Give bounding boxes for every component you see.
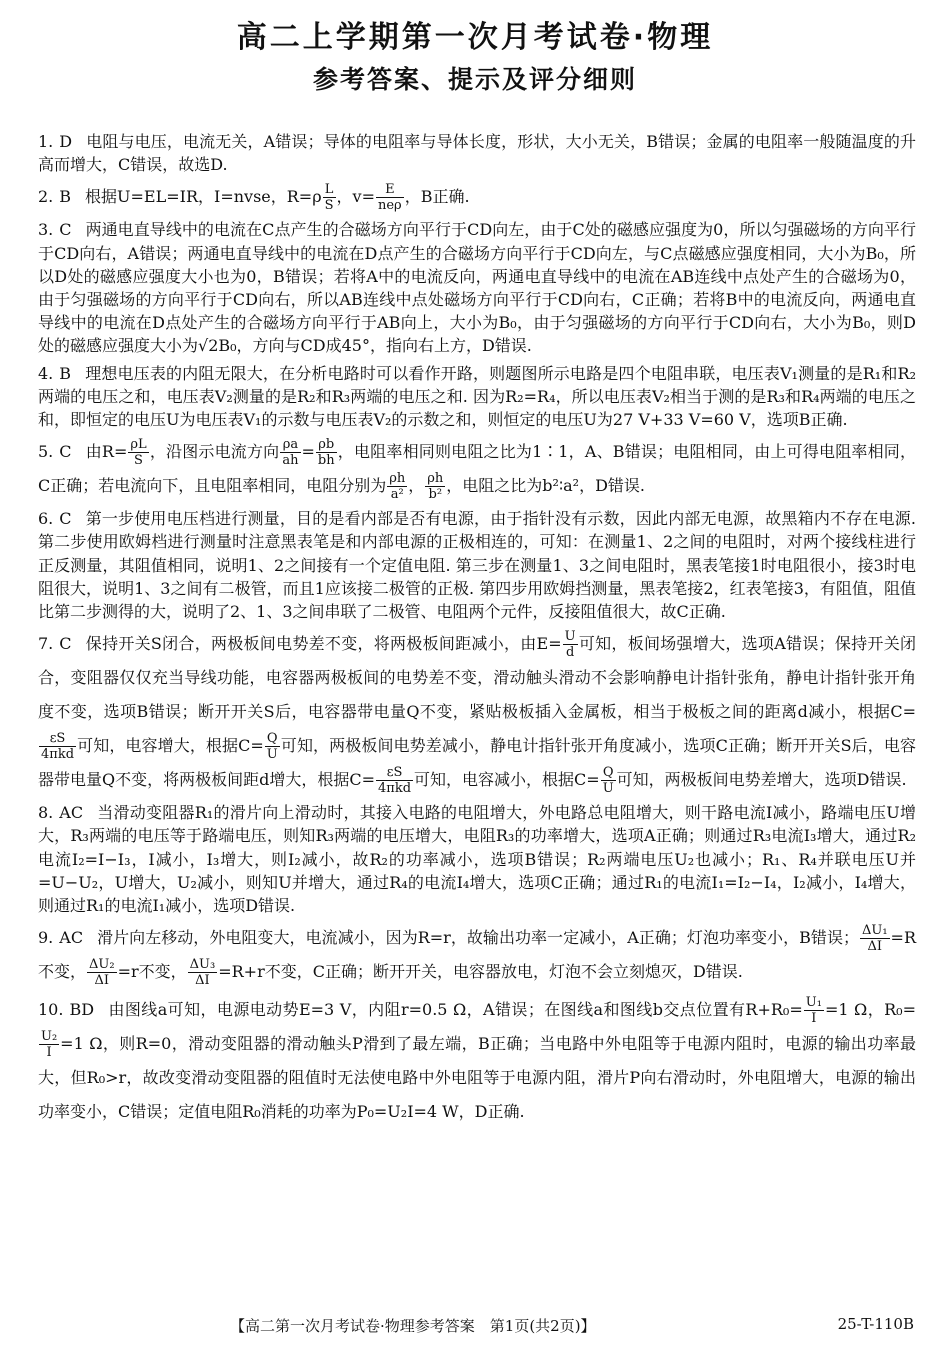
fraction: $\frac{\rho a}{ah}$: [282, 437, 299, 469]
fraction: $\frac{E}{\text{neρ}}$: [377, 182, 402, 214]
item-answer: D: [59, 132, 73, 151]
fraction: $\frac{\text{ΔU₂}}{\Delta I}$: [89, 957, 115, 989]
item-text: 可知，电容减小，根据C=: [414, 770, 600, 790]
item-text: 由R=: [85, 442, 128, 462]
fraction: $\frac{\varepsilon S}{\text{4πkd}}$: [378, 765, 412, 797]
item-number: 1.: [38, 132, 54, 151]
item-number: 6.: [38, 509, 54, 529]
item-text: ，B正确.: [404, 187, 470, 207]
page-title: 高二上学期第一次月考试卷·物理: [236, 20, 714, 55]
item-text: ，电阻率相同则电阻之比为1∶1，A、B错误；电阻相同，由上可得电阻率相同，C正确；若电流向下，且电阻率相同，电阻分别为: [38, 442, 916, 496]
fraction: $\frac{U}{d}$: [564, 629, 576, 661]
item-text: 可知，两极板间电势差减小，静电计指针张开角度减小，选项C正确；断开开关S后，电容器带电量Q不变，将两极板间距d增大，根据C=: [38, 736, 916, 790]
fraction: $\frac{\text{U₂}}{I}$: [41, 1029, 58, 1061]
answer-item-10: [38, 993, 916, 1129]
item-number: 7.: [38, 634, 54, 654]
fraction: $\frac{Q}{U}$: [266, 731, 278, 763]
answer-item-8: [38, 801, 916, 917]
item-text: =R+r不变，C正确；断开开关，电容器放电，灯泡不会立刻熄灭，D错误.: [218, 962, 743, 982]
fraction: $\frac{\rho b}{bh}$: [317, 437, 335, 469]
fraction: $\frac{\rho L}{S}$: [130, 437, 147, 469]
fraction: $\frac{\rho h}{\text{b²}}$: [427, 471, 444, 503]
item-explanation: 当滑动变阻器R₁的滑片向上滑动时，其接入电路的电阻增大，外电路总电阻增大，则干路电流I减小，路端电压U增大，R₃两端的电压等于路端电压，则知R₃两端的电压增大，电阻R₃的功率增大，选项A正确；则通过R₃电流I₃增大，通过R₂电流I₂=I−I₃，I减小，I₃增大，则I₂减小，故R₂的功率减小，选项B错误；R₂两端电压U₂也减小；R₁、R₄并联电压U并=U−U₂，U增大，U₂减小，则知U并增大，通过R₄的电流I₄增大，选项C正确；通过R₁的电流I₁=I₂−I₄，I₂减小，I₄增大，则通过R₁的电流I₁减小，选项D错误.: [38, 803, 916, 916]
item-text: ，v=: [336, 187, 375, 207]
fraction: $\frac{\text{ΔU₁}}{\Delta I}$: [861, 923, 888, 955]
answer-item-9: [38, 921, 916, 989]
item-answer: C: [59, 220, 72, 240]
fraction: $\frac{\text{U₁}}{I}$: [805, 995, 822, 1027]
footer-title: 【高二第一次月考试卷·物理参考答案 第1页(共2页)】: [230, 1317, 596, 1335]
fraction: $\frac{Q}{U}$: [602, 765, 614, 797]
item-explanation: 理想电压表的内阻无限大，在分析电路时可以看作开路，则题图所示电路是四个电阻串联，电压表V₁测量的是R₁和R₂两端的电压之和，电压表V₂测量的是R₂和R₃两端的电压之和. 因为R₂=R₄，所以电压表V₂相当于测的是R₃和R₄两端的电压之和，即恒定的电压U为电压表V₁的示数与电压表V₂的示数之和，则恒定的电压U为27 V+33 V=60 V，选项B正确.: [38, 363, 916, 430]
item-number: 8.: [38, 803, 54, 823]
item-text: =1 Ω，则R=0，滑动变阻器的滑动触头P滑到了最左端，B正确；当电路中外电阻等于电源内阻时，电源的输出功率最大，但R₀>r，故改变滑动变阻器的阻值时无法使电路中外电阻等于电源内阻，滑片P向右滑动时，外电阻增大，电源的输出功率变小，C错误；定值电阻R₀消耗的功率为P₀=U₂I=4 W，D正确.: [38, 1034, 916, 1122]
fraction: $\frac{\text{ΔU₃}}{\Delta I}$: [189, 957, 216, 989]
item-text: =1 Ω，R₀=: [824, 1000, 916, 1020]
item-explanation: 两通电直导线中的电流在C点产生的合磁场方向平行于CD向左，由于C处的磁感应强度为0，所以匀强磁场的方向平行于CD向右，A错误；两通电直导线中的电流在D点产生的合磁场方向平行于CD向左，与C点磁感应强度相同，大小为B₀，所以D处的磁感应强度大小也为0，B错误；若将A中的电流反向，两通电直导线中的电流在AB连线中点处产生的合磁场为0，由于匀强磁场的方向平行于CD向右，所以AB连线中点处磁场方向平行于CD向右，C正确；若将B中的电流反向，两通电直导线中的电流在D点处产生的合磁场方向平行于AB向上，大小为B₀，由于匀强磁场的方向平行于CD向右，大小为B₀，则D处的磁感应强度大小为√2B₀，方向与CD成45°，指向右上方，D错误.: [38, 220, 916, 356]
item-text: 根据U=EL=IR，I=nvse，R=ρ: [85, 187, 322, 207]
answer-item-2: [38, 180, 916, 214]
item-answer: C: [59, 509, 72, 529]
answer-item-7: [38, 627, 916, 797]
item-answer: C: [59, 442, 72, 462]
item-number: 5.: [38, 442, 54, 462]
answer-item-6: [38, 507, 916, 623]
item-answer: B: [59, 363, 72, 383]
item-explanation: 电阻与电压，电流无关，A错误；导体的电阻率与导体长度，形状，大小无关，B错误；金属的电阻率一般随温度的升高而增大，C错误，故选D.: [38, 132, 916, 175]
item-answer: AC: [59, 803, 84, 823]
fraction: $\frac{\rho h}{\text{a²}}$: [389, 471, 406, 503]
item-number: 2.: [38, 187, 54, 207]
answer-item-5: [38, 435, 916, 503]
item-text: ，沿图示电流方向: [149, 442, 280, 462]
item-number: 10.: [38, 1000, 64, 1020]
item-text: =R不变，: [38, 928, 916, 982]
footer-code: 25-T-110B: [837, 1315, 914, 1333]
item-text: 可知，电容增大，根据C=: [77, 736, 264, 756]
item-answer: AC: [59, 928, 84, 948]
item-text: 可知，板间场强增大，选项A错误；保持开关闭合，变阻器仅仅充当导线功能，电容器两极板间的电势差不变，滑动触头滑动不会影响静电计指针张角，静电计指针张开角度不变，选项B错误；断开开关S后，电容器带电量Q不变，紧贴极板插入金属板，相当于极板之间的距离d减小，根据C=: [38, 634, 916, 722]
item-text: 保持开关S闭合，两极板间电势差不变，将两极板间距减小，由E=: [85, 634, 562, 654]
item-text: ，: [408, 476, 425, 496]
item-answer: B: [59, 187, 72, 207]
answer-item-3: [38, 218, 916, 357]
item-text: 滑片向左移动，外电阻变大，电流减小，因为R=r，故输出功率一定减小，A正确；灯泡功率变小，B错误；: [97, 928, 859, 948]
fraction: $\frac{L}{S}$: [324, 182, 334, 214]
item-number: 3.: [38, 220, 54, 240]
item-explanation: 第一步使用电压档进行测量，目的是看内部是否有电源，由于指针没有示数，因此内部无电源，故黑箱内不存在电源. 第二步使用欧姆档进行测量时注意黑表笔是和内部电源的正极相连的，可知：在测量1、2之间的电阻时，对两个接线柱进行正反测量，其阻值相同，说明1、2之间接有一个定值电阻. 第三步在测量1、3之间电阻时，黑表笔接1时电阻很小，接3时电阻很大，说明1、3之间有二极管，而且1应该接二极管的正极. 第四步用欧姆挡测量，黑表笔接2，红表笔接3，有阻值，阻值比第二步测得的大，说明了2、1、3之间串联了二极管、电阻两个元件，反接阻值很大，故C正确.: [38, 509, 916, 622]
item-text: 可知，两极板间电势差增大，选项D错误.: [616, 770, 907, 790]
item-text: 由图线a可知，电源电动势E=3 V，内阻r=0.5 Ω，A错误；在图线a和图线b交点位置有R+R₀=: [108, 1000, 803, 1020]
answer-item-4: [38, 362, 916, 432]
item-answer: BD: [69, 1000, 95, 1020]
item-number: 9.: [38, 928, 54, 948]
fraction: $\frac{\varepsilon S}{\text{4πkd}}$: [41, 731, 75, 763]
item-answer: C: [59, 634, 72, 654]
answer-item-1: [38, 130, 916, 176]
page-subtitle: 参考答案、提示及评分细则: [312, 65, 637, 94]
item-number: 4.: [38, 363, 54, 383]
item-text: ，电阻之比为b²∶a²，D错误.: [446, 476, 645, 496]
answer-list: [38, 130, 916, 1133]
item-text: =: [301, 442, 315, 462]
item-text: =r不变，: [117, 962, 187, 982]
